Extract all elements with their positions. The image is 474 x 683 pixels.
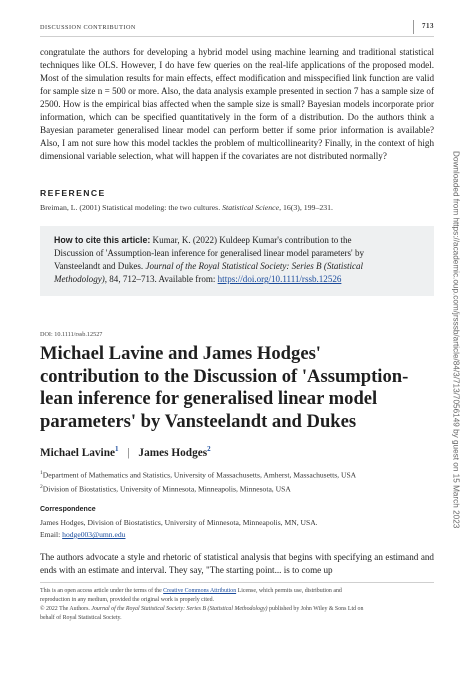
correspondence-heading: Correspondence [40,506,96,513]
copyright-text: behalf of Royal Statistical Society. [40,615,122,621]
cite-rest: , 84, 712–713. Available from: [104,274,216,285]
reference-item [40,203,333,212]
title-line: contribution to the Discussion of 'Assumption- [40,365,409,387]
license-text: reproduction in any medium, provided the original work is properly cited. [40,597,215,603]
reference-volume: , 16(3), 199–231. [279,203,334,212]
body-line: when the sample size is small? Bayesian models incorporate prior information, which can be [40,99,434,123]
cite-text: Kumar, K. (2022) Kuldeep Kumar's contribution to the [150,235,352,245]
download-watermark [444,151,468,529]
license-text: License, which permits use, distribution and [236,588,342,594]
correspondence-address: James Hodges, Division of Biostatistics, University of Minnesota, Minneapolis, MN, USA. [40,518,318,527]
section-label: DISCUSSION CONTRIBUTION [40,24,136,31]
reference-journal: Statistical Science [222,203,280,212]
body-line: estimand and ends with an estimate and interval. They say, "The starting point... is to come up [40,552,434,576]
license-link[interactable]: Creative Commons Attribution [163,588,237,594]
running-header [40,20,434,37]
watermark-text: Downloaded from https://academic.oup.com/jrsssb/article/84/3/713/7056149 by guest on 15 March 2023 [451,151,461,529]
reference-authors: Breiman, L. (2001) Statistical modeling: the two cultures. [40,203,221,212]
copyright-text: © 2022 The Authors. [40,606,92,612]
body-line: statistical techniques like OLS. However, I do have few queries on the real-life applications of [40,47,435,71]
body-line: The authors advocate a style and rhetoric of statistical analysis that begins with specifying an [40,552,383,562]
email-label: Email: [40,530,63,539]
affiliation-1 [40,470,356,480]
body-line: not sure how this model tackles the problem of multicollinearity? Finally, in the context of high [81,138,435,149]
body-line: the proposed model. Most of the simulation results for main effects, effect modification and [40,60,434,84]
cite-journal: Methodology) [54,274,105,285]
body-line: misspecified link function are valid for sample size n = 500 or more. Also, the data analysis [40,73,435,97]
page-number: 713 [422,22,434,30]
license-footer [40,582,434,623]
correspondence-email [40,530,125,539]
header-divider [413,20,414,34]
author-name[interactable]: James Hodges [138,446,208,459]
how-to-cite-box [40,226,434,296]
reference-heading: REFERENCE [40,188,106,198]
body-line: congratulate the authors for developing a hybrid model using machine learning and traditional [40,47,397,57]
affiliation-marker[interactable]: 2 [207,445,211,453]
email-link[interactable]: hodge003@umn.edu [62,530,126,539]
license-text: This is an open access article under the terms of the [40,588,164,594]
body-line: example presented in section 7 has a sample size of 2500. How is the empirical bias affected [40,86,435,110]
title-line: parameters' by Vansteelandt and Dukes [40,410,357,432]
body-line: specified quantitatively in the form of a distribution. Do the authors think a Bayesian parameter [40,112,434,136]
affiliation-text: Department of Mathematics and Statistics, University of Massachusetts, Amherst, Massachusetts, USA [42,470,357,480]
cite-journal: Journal of the Royal Statistical Society: Series B (Statistical [145,261,364,272]
affiliation-number: 2 [40,484,43,490]
affiliation-number: 1 [40,470,43,476]
affiliation-marker[interactable]: 1 [115,445,119,453]
author-list [40,445,211,459]
body-line: dimensional variable selection, what will happen if the covariates are not distributed normally? [40,151,387,162]
affiliation-2 [40,484,291,494]
cite-text: Discussion of 'Assumption-lean inference for generalised linear model parameters' by [54,248,364,259]
author-separator: | [127,446,130,459]
copyright-text: published by John Wiley & Sons Ltd on [267,606,364,612]
cite-doi-link[interactable]: https://doi.org/10.1111/rssb.12526 [217,274,342,285]
author-name[interactable]: Michael Lavine [40,446,115,459]
body-line: generalised linear model can perform better if some prior information is available? Also, I am [40,125,435,149]
copyright-journal: Journal of the Royal Statistical Society: Series B (Statistical Methodology) [91,606,268,612]
article-title [40,343,440,433]
cite-text: Vansteelandt and Dukes. [54,261,144,272]
title-line: lean inference for generalised linear model [40,388,378,409]
article-doi: DOI: 10.1111/rssb.12527 [40,331,103,338]
affiliation-text: Division of Biostatistics, University of Minnesota, Minneapolis, Minnesota, USA [42,484,291,494]
previous-article-body [40,46,434,163]
article-body [40,551,434,577]
cite-label: How to cite this article: [54,235,151,245]
title-line: Michael Lavine and James Hodges' [40,343,321,364]
